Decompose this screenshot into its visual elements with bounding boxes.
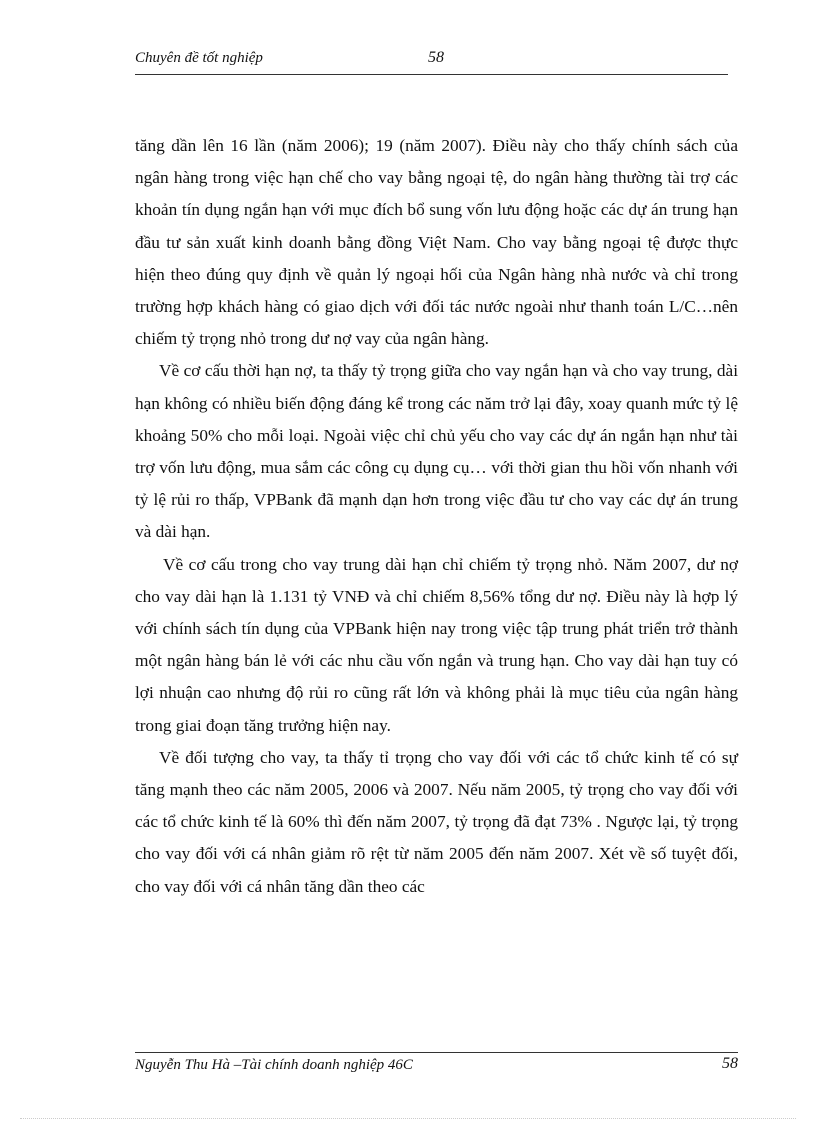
footer-page-number: 58 <box>722 1055 738 1072</box>
header-page-number: 58 <box>428 49 444 66</box>
paragraph-1: tăng dần lên 16 lần (năm 2006); 19 (năm 2007). Điều này cho thấy chính sách của ngân hàng trong việc hạn chế cho vay bằng ngoại tệ, do ngân hàng thường tài trợ các khoản tín dụng ngắn hạn với mục đích bổ sung vốn lưu động hoặc các dự án trung hạn đầu tư sản xuất kinh doanh bằng đồng Việt Nam. Cho vay bằng ngoại tệ được thực hiện theo đúng quy định về quản lý ngoại hối của Ngân hàng nhà nước và chỉ trong trường hợp khách hàng có giao dịch với đối tác nước ngoài như thanh toán L/C…nên chiếm tỷ trọng nhỏ trong dư nợ vay của ngân hàng. <box>135 136 738 349</box>
header-title: Chuyên đề tốt nghiệp <box>135 50 263 66</box>
paragraph-3: Về cơ cấu trong cho vay trung dài hạn chỉ chiếm tỷ trọng nhỏ. Năm 2007, dư nợ cho vay dài hạn là 1.131 tỷ VNĐ và chỉ chiếm 8,56% tổng dư nợ. Điều này là hợp lý với chính sách tín dụng của VPBank hiện nay trong việc tập trung phát triển trở thành một ngân hàng bán lẻ với các nhu cầu vốn ngắn và trung hạn. Cho vay dài hạn tuy có lợi nhuận cao nhưng độ rủi ro cũng rất lớn và không phải là mục tiêu của ngân hàng trong giai đoạn tăng trưởng hiện nay. <box>135 554 738 735</box>
page-header <box>135 50 728 75</box>
page-footer <box>135 1052 738 1073</box>
paragraph-2: Về cơ cấu thời hạn nợ, ta thấy tỷ trọng giữa cho vay ngắn hạn và cho vay trung, dài hạn không có nhiều biến động đáng kể trong các năm trở lại đây, xoay quanh mức tỷ lệ khoảng 50% cho mỗi loại. Ngoài việc chỉ chủ yếu cho vay các dự án ngắn hạn như tài trợ vốn lưu động, mua sắm các công cụ dụng cụ… với thời gian thu hồi vốn nhanh với tỷ lệ rủi ro thấp, VPBank đã mạnh dạn hơn trong việc đầu tư cho vay các dự án trung và dài hạn. <box>135 361 738 542</box>
page-edge-divider <box>20 1118 796 1119</box>
footer-author: Nguyễn Thu Hà –Tài chính doanh nghiệp 46C <box>135 1057 413 1073</box>
document-body <box>135 130 738 903</box>
paragraph-4: Về đối tượng cho vay, ta thấy tỉ trọng cho vay đối với các tổ chức kinh tế có sự tăng mạnh theo các năm 2005, 2006 và 2007. Nếu năm 2005, tỷ trọng cho vay đối với các tổ chức kinh tế là 60% thì đến năm 2007, tỷ trọng đã đạt 73% . Ngược lại, tỷ trọng cho vay đối với cá nhân giảm rõ rệt từ năm 2005 đến năm 2007. Xét về số tuyệt đối, cho vay đối với cá nhân tăng dần theo các <box>135 747 738 896</box>
